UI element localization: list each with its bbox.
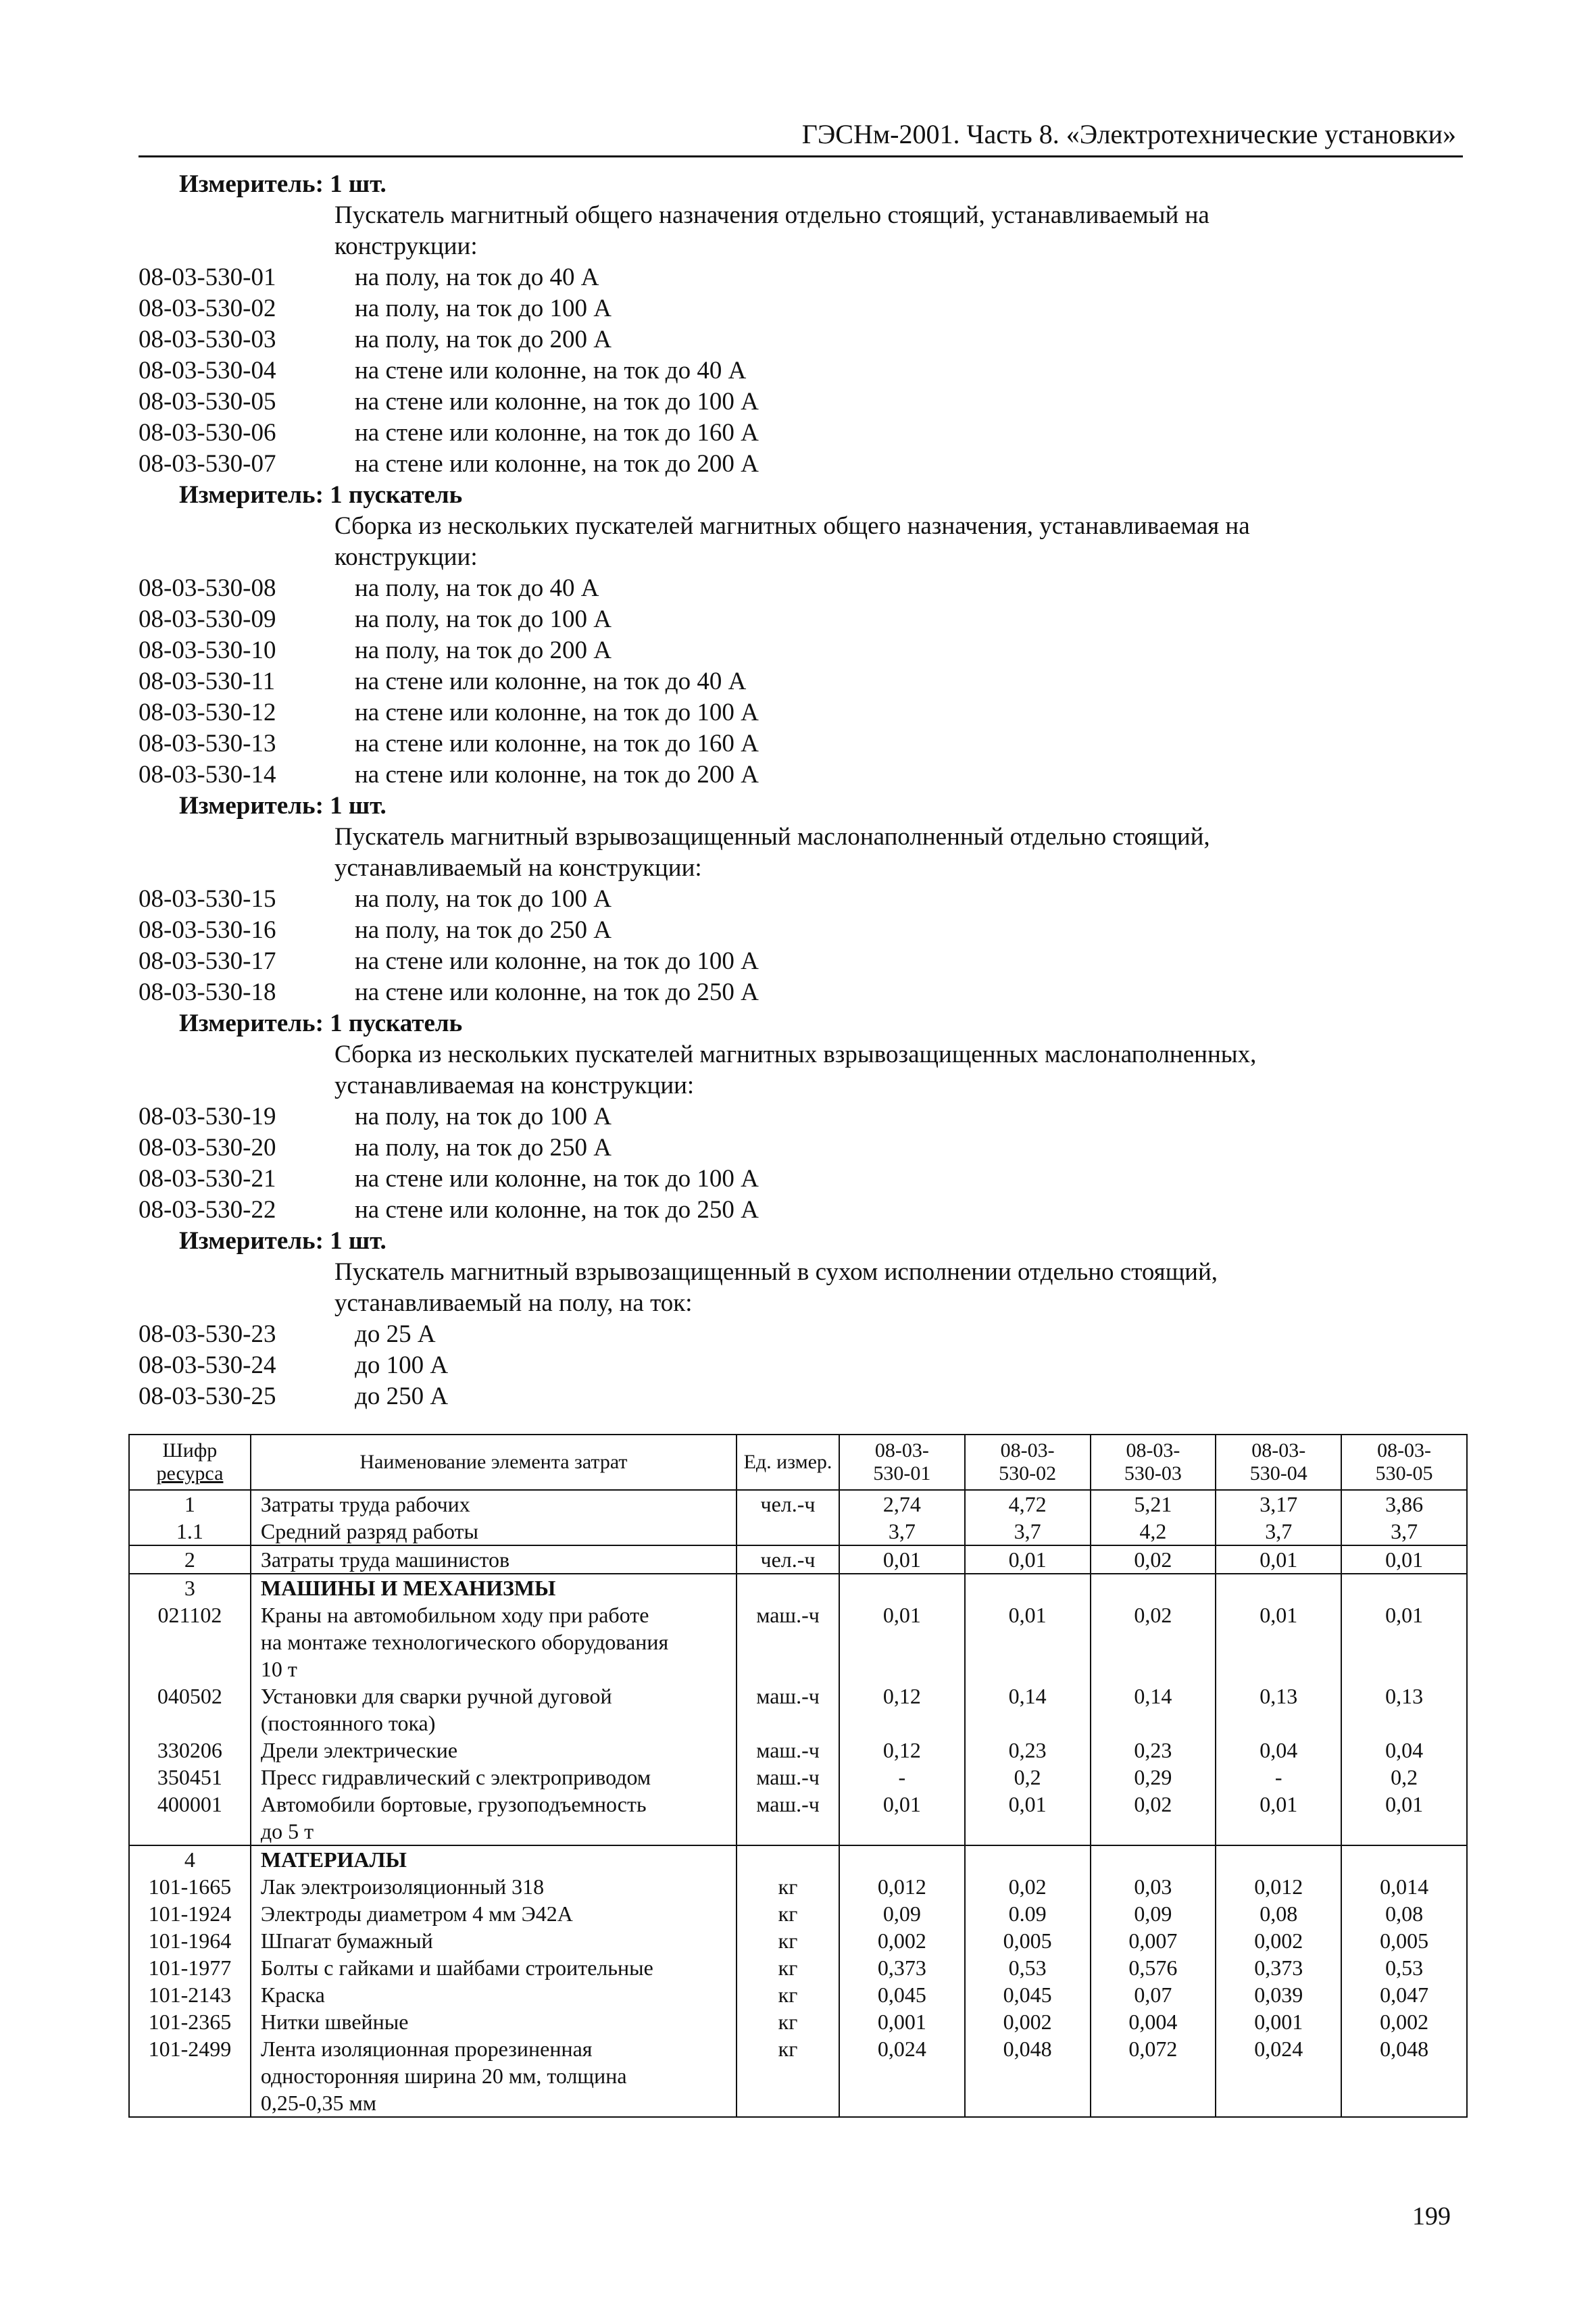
- spec-code: 08-03-530-19: [139, 1103, 276, 1130]
- resource-unit: маш.-ч: [737, 1764, 839, 1791]
- spec-text: до 250 А: [355, 1383, 449, 1410]
- resource-value: [839, 1574, 965, 1601]
- resource-unit: кг: [737, 2008, 839, 2035]
- resource-name-line: Пресс гидравлический с электроприводом: [260, 1765, 651, 1789]
- resource-value: 0,002: [965, 2008, 1091, 2035]
- resource-value: [1216, 1845, 1341, 1873]
- resource-code: 400001: [129, 1791, 251, 1845]
- resource-value: 2,74: [839, 1490, 965, 1518]
- resource-value: 0,048: [965, 2035, 1091, 2117]
- description-line: Сборка из нескольких пускателей магнитных взрывозащищенных маслонаполненных,: [334, 1041, 1257, 1068]
- spec-item: [139, 324, 1463, 355]
- resource-unit: маш.-ч: [737, 1737, 839, 1764]
- spec-code: 08-03-530-14: [139, 761, 276, 789]
- header-col-2-line1: 08-03-: [1000, 1439, 1055, 1462]
- resource-name: [251, 1927, 737, 1954]
- resource-name-line: на монтаже технологического оборудования: [260, 1630, 669, 1654]
- spec-code: 08-03-530-20: [139, 1134, 276, 1162]
- header-title: ГЭСНм-2001. Часть 8. «Электротехнические установки»: [801, 119, 1456, 149]
- header-col-1: [839, 1435, 965, 1490]
- resource-name-line: до 5 т: [260, 1819, 314, 1843]
- spec-code: 08-03-530-12: [139, 699, 276, 726]
- spec-item: [139, 604, 1463, 635]
- resource-code: 350451: [129, 1764, 251, 1791]
- spec-text: до 100 А: [355, 1351, 449, 1379]
- resource-value: 0,01: [1341, 1791, 1467, 1845]
- spec-text: на стене или колонне, на ток до 100 А: [355, 947, 759, 975]
- resource-name-line: Электроды диаметром 4 мм Э42А: [260, 1901, 573, 1926]
- header-unit: Ед. измер.: [737, 1435, 839, 1490]
- resource-unit: маш.-ч: [737, 1791, 839, 1845]
- spec-text: на полу, на ток до 250 А: [355, 1134, 612, 1162]
- resource-value: 0,005: [1341, 1927, 1467, 1954]
- spec-code: 08-03-530-17: [139, 947, 276, 975]
- table-row: [129, 1954, 1467, 1981]
- resource-name-line: односторонняя ширина 20 мм, толщина: [260, 2064, 627, 2088]
- resource-value: -: [839, 1764, 965, 1791]
- header-col-4: [1216, 1435, 1341, 1490]
- resource-value: [1216, 1574, 1341, 1601]
- resource-name: [251, 1981, 737, 2008]
- resource-unit: чел.-ч: [737, 1490, 839, 1518]
- resource-name-line: Средний разряд работы: [260, 1519, 479, 1543]
- resource-name: [251, 1791, 737, 1845]
- resource-value: 0,001: [839, 2008, 965, 2035]
- header-code: [129, 1435, 251, 1490]
- spec-item: [139, 977, 1463, 1008]
- resource-value: 0,01: [1216, 1601, 1341, 1683]
- resource-value: 0,024: [1216, 2035, 1341, 2117]
- spec-code: 08-03-530-06: [139, 419, 276, 447]
- meter-line: Измеритель: 1 шт.: [179, 170, 386, 198]
- resource-value: [1341, 1574, 1467, 1601]
- resource-value: 0,01: [1216, 1791, 1341, 1845]
- spec-text: на стене или колонне, на ток до 100 А: [355, 388, 759, 416]
- table-row: [129, 1791, 1467, 1845]
- spec-item: [139, 1319, 1463, 1350]
- spec-code: 08-03-530-07: [139, 450, 276, 478]
- resource-value: 0,002: [1341, 2008, 1467, 2035]
- resource-unit: маш.-ч: [737, 1601, 839, 1683]
- table-row: [129, 1490, 1467, 1518]
- resource-value: 0,024: [839, 2035, 965, 2117]
- spec-item: [139, 915, 1463, 946]
- resource-value: 0,004: [1091, 2008, 1216, 2035]
- resource-value: 0,01: [839, 1601, 965, 1683]
- resource-value: 0,01: [839, 1545, 965, 1574]
- resource-value: 0,02: [965, 1873, 1091, 1900]
- resource-unit: кг: [737, 1981, 839, 2008]
- spec-code: 08-03-530-15: [139, 885, 276, 913]
- spec-item: [139, 355, 1463, 387]
- description-line: устанавливаемая на конструкции:: [334, 1072, 695, 1099]
- resource-code: 330206: [129, 1737, 251, 1764]
- spec-text: на полу, на ток до 250 А: [355, 916, 612, 944]
- resource-value: 0,01: [965, 1601, 1091, 1683]
- spec-item: [139, 635, 1463, 666]
- meter-line: Измеритель: 1 пускатель: [179, 481, 463, 509]
- resource-value: 0,012: [1216, 1873, 1341, 1900]
- resource-value: [965, 1845, 1091, 1873]
- header-code-line2: ресурса: [156, 1462, 224, 1485]
- table-row: [129, 1574, 1467, 1601]
- spec-item: [139, 946, 1463, 977]
- resource-value: 0,373: [839, 1954, 965, 1981]
- spec-code: 08-03-530-23: [139, 1320, 276, 1348]
- spec-code: 08-03-530-03: [139, 326, 276, 353]
- resource-name-line: (постоянного тока): [260, 1711, 436, 1735]
- header-col-1-line2: 530-01: [873, 1462, 931, 1485]
- resource-name-line: МАШИНЫ И МЕХАНИЗМЫ: [260, 1576, 556, 1600]
- spec-item: [139, 728, 1463, 760]
- spec-text: на стене или колонне, на ток до 100 А: [355, 699, 759, 726]
- table-body: [129, 1490, 1467, 2117]
- header-code-line1: Шифр: [162, 1439, 218, 1462]
- resource-value: 0,04: [1341, 1737, 1467, 1764]
- resource-code: 101-1964: [129, 1927, 251, 1954]
- resource-value: 0,01: [1216, 1545, 1341, 1574]
- spec-text: на полу, на ток до 100 А: [355, 605, 612, 633]
- resource-value: 5,21: [1091, 1490, 1216, 1518]
- spec-text: на полу, на ток до 40 А: [355, 264, 599, 291]
- resource-value: 0,045: [839, 1981, 965, 2008]
- spec-item: [139, 387, 1463, 418]
- resource-code: 101-2365: [129, 2008, 251, 2035]
- header-name: Наименование элемента затрат: [251, 1435, 737, 1490]
- spec-code: 08-03-530-04: [139, 357, 276, 384]
- resource-value: 0,014: [1341, 1873, 1467, 1900]
- meter-line: Измеритель: 1 шт.: [179, 792, 386, 820]
- resource-value: 3,7: [1341, 1518, 1467, 1545]
- resource-value: [1341, 1845, 1467, 1873]
- header-col-5-line2: 530-05: [1375, 1462, 1433, 1485]
- resource-value: 0,2: [965, 1764, 1091, 1791]
- resource-name-line: Шпагат бумажный: [260, 1928, 433, 1953]
- resource-table: [128, 1434, 1468, 2118]
- resource-value: [839, 1845, 965, 1873]
- resource-value: 0,045: [965, 1981, 1091, 2008]
- resource-code: 101-2143: [129, 1981, 251, 2008]
- resource-code: 021102: [129, 1601, 251, 1683]
- resource-name: [251, 1845, 737, 1873]
- spec-code: 08-03-530-21: [139, 1165, 276, 1193]
- resource-value: 0,039: [1216, 1981, 1341, 2008]
- resource-name-line: Краска: [260, 1983, 325, 2007]
- resource-value: 0,005: [965, 1927, 1091, 1954]
- resource-code: 101-1924: [129, 1900, 251, 1927]
- resource-code: 2: [129, 1545, 251, 1574]
- resource-value: 0.09: [965, 1900, 1091, 1927]
- spec-text: на стене или колонне, на ток до 160 А: [355, 419, 759, 447]
- spec-text: до 25 А: [355, 1320, 436, 1348]
- resource-value: 0,01: [1341, 1545, 1467, 1574]
- resource-name: [251, 1900, 737, 1927]
- description-line: Пускатель магнитный взрывозащищенный маслонаполненный отдельно стоящий,: [334, 823, 1210, 851]
- spec-text: на стене или колонне, на ток до 250 А: [355, 978, 759, 1006]
- spec-code: 08-03-530-13: [139, 730, 276, 757]
- resource-name-line: Дрели электрические: [260, 1738, 458, 1762]
- resource-code: 1: [129, 1490, 251, 1518]
- description-line: конструкции:: [334, 232, 478, 260]
- resource-name: [251, 2035, 737, 2117]
- spec-item: [139, 262, 1463, 293]
- resource-code: 101-1665: [129, 1873, 251, 1900]
- spec-text: на полу, на ток до 100 А: [355, 295, 612, 322]
- resource-name-line: 10 т: [260, 1657, 297, 1681]
- spec-item: [139, 1350, 1463, 1381]
- resource-value: 0,04: [1216, 1737, 1341, 1764]
- resource-value: 0,09: [1091, 1900, 1216, 1927]
- header-col-5-line1: 08-03-: [1377, 1439, 1432, 1462]
- spec-code: 08-03-530-10: [139, 637, 276, 664]
- meter-line: Измеритель: 1 шт.: [179, 1227, 386, 1255]
- resource-value: 3,17: [1216, 1490, 1341, 1518]
- resource-value: 0,13: [1216, 1683, 1341, 1737]
- resource-name-line: Лак электроизоляционный 318: [260, 1874, 545, 1899]
- resource-value: 0,373: [1216, 1954, 1341, 1981]
- spec-text: на полу, на ток до 200 А: [355, 326, 612, 353]
- resource-value: 0,002: [1216, 1927, 1341, 1954]
- resource-name: [251, 1873, 737, 1900]
- resource-name: [251, 1737, 737, 1764]
- table-row: [129, 1927, 1467, 1954]
- header-col-4-line1: 08-03-: [1251, 1439, 1306, 1462]
- resource-value: 0,002: [839, 1927, 965, 1954]
- resource-code: 040502: [129, 1683, 251, 1737]
- resource-unit: кг: [737, 1954, 839, 1981]
- resource-value: 0,23: [965, 1737, 1091, 1764]
- spec-item: [139, 449, 1463, 480]
- resource-value: 0,14: [965, 1683, 1091, 1737]
- resource-value: 3,7: [1216, 1518, 1341, 1545]
- header-col-2: [965, 1435, 1091, 1490]
- spec-text: на стене или колонне, на ток до 100 А: [355, 1165, 759, 1193]
- meter-line: Измеритель: 1 пускатель: [179, 1010, 463, 1037]
- spec-item: [139, 666, 1463, 697]
- resource-value: 0,12: [839, 1683, 965, 1737]
- spec-item: [139, 573, 1463, 604]
- resource-value: 0,09: [839, 1900, 965, 1927]
- page-header: [139, 114, 1463, 157]
- resource-value: 0,001: [1216, 2008, 1341, 2035]
- resource-value: 0,12: [839, 1737, 965, 1764]
- resource-value: 0,23: [1091, 1737, 1216, 1764]
- resource-value: 0,072: [1091, 2035, 1216, 2117]
- resource-value: 0,047: [1341, 1981, 1467, 2008]
- spec-text: на полу, на ток до 100 А: [355, 885, 612, 913]
- description-line: устанавливаемый на полу, на ток:: [334, 1289, 693, 1317]
- resource-unit: [737, 1518, 839, 1545]
- description-line: Пускатель магнитный общего назначения отдельно стоящий, устанавливаемый на: [334, 201, 1210, 229]
- table-header-row: [129, 1435, 1467, 1490]
- table-row: [129, 2035, 1467, 2117]
- spec-item: [139, 760, 1463, 791]
- resource-name: [251, 1601, 737, 1683]
- description-line: устанавливаемый на конструкции:: [334, 854, 702, 882]
- spec-code: 08-03-530-22: [139, 1196, 276, 1224]
- spec-text: на стене или колонне, на ток до 40 А: [355, 668, 747, 695]
- spec-code: 08-03-530-18: [139, 978, 276, 1006]
- resource-name-line: Краны на автомобильном ходу при работе: [260, 1603, 649, 1627]
- resource-name: [251, 1545, 737, 1574]
- resource-name: [251, 1490, 737, 1518]
- resource-value: 0,13: [1341, 1683, 1467, 1737]
- description-line: конструкции:: [334, 543, 478, 571]
- table-row: [129, 1764, 1467, 1791]
- resource-value: 0,02: [1091, 1545, 1216, 1574]
- resource-value: 0,02: [1091, 1791, 1216, 1845]
- header-col-3: [1091, 1435, 1216, 1490]
- resource-name-line: Затраты труда рабочих: [260, 1492, 470, 1516]
- resource-name: [251, 1683, 737, 1737]
- table-row: [129, 1737, 1467, 1764]
- resource-name-line: Установки для сварки ручной дуговой: [260, 1684, 612, 1708]
- resource-unit: кг: [737, 1873, 839, 1900]
- spec-text: на стене или колонне, на ток до 200 А: [355, 761, 759, 789]
- resource-value: 0,29: [1091, 1764, 1216, 1791]
- table-row: [129, 2008, 1467, 2035]
- resource-name-line: Автомобили бортовые, грузоподъемность: [260, 1792, 647, 1816]
- spec-code: 08-03-530-01: [139, 264, 276, 291]
- header-col-5: [1341, 1435, 1467, 1490]
- resource-value: 0,01: [839, 1791, 965, 1845]
- spec-item: [139, 697, 1463, 728]
- resource-value: 0,08: [1216, 1900, 1341, 1927]
- table-row: [129, 1601, 1467, 1683]
- resource-value: 0,14: [1091, 1683, 1216, 1737]
- resource-name-line: Лента изоляционная прорезиненная: [260, 2037, 593, 2061]
- spec-item: [139, 1101, 1463, 1132]
- resource-unit: кг: [737, 1927, 839, 1954]
- spec-code: 08-03-530-08: [139, 574, 276, 602]
- resource-value: 0,02: [1091, 1601, 1216, 1683]
- resource-value: -: [1216, 1764, 1341, 1791]
- resource-value: 0,07: [1091, 1981, 1216, 2008]
- resource-unit: чел.-ч: [737, 1545, 839, 1574]
- resource-name: [251, 2008, 737, 2035]
- spec-text: на стене или колонне, на ток до 200 А: [355, 450, 759, 478]
- resource-unit: маш.-ч: [737, 1683, 839, 1737]
- resource-name: [251, 1574, 737, 1601]
- spec-code: 08-03-530-25: [139, 1383, 276, 1410]
- spec-item: [139, 884, 1463, 915]
- spec-item: [139, 1381, 1463, 1412]
- resource-unit: кг: [737, 1900, 839, 1927]
- resource-value: [965, 1574, 1091, 1601]
- resource-value: 0,01: [965, 1545, 1091, 1574]
- table-row: [129, 1518, 1467, 1545]
- resource-code: 4: [129, 1845, 251, 1873]
- resource-code: 3: [129, 1574, 251, 1601]
- spec-item: [139, 1132, 1463, 1164]
- spec-item: [139, 1195, 1463, 1226]
- header-col-3-line1: 08-03-: [1126, 1439, 1180, 1462]
- resource-value: 0,012: [839, 1873, 965, 1900]
- resource-name-line: Нитки швейные: [260, 2010, 409, 2034]
- resource-unit: кг: [737, 2035, 839, 2117]
- resource-value: 0,048: [1341, 2035, 1467, 2117]
- resource-value: 0,03: [1091, 1873, 1216, 1900]
- resource-name-line: Болты с гайками и шайбами строительные: [260, 1956, 653, 1980]
- spec-text: на стене или колонне, на ток до 250 А: [355, 1196, 759, 1224]
- table-row: [129, 1981, 1467, 2008]
- resource-value: [1091, 1845, 1216, 1873]
- spec-text: на стене или колонне, на ток до 160 А: [355, 730, 759, 757]
- spec-text: на полу, на ток до 100 А: [355, 1103, 612, 1130]
- spec-item: [139, 293, 1463, 324]
- resource-code: 1.1: [129, 1518, 251, 1545]
- spec-list: [139, 169, 1463, 1412]
- resource-unit: [737, 1845, 839, 1873]
- resource-value: 3,7: [965, 1518, 1091, 1545]
- spec-code: 08-03-530-16: [139, 916, 276, 944]
- resource-name: [251, 1518, 737, 1545]
- resource-name: [251, 1764, 737, 1791]
- resource-name-line: 0,25-0,35 мм: [260, 2091, 377, 2115]
- resource-value: 0,01: [965, 1791, 1091, 1845]
- spec-text: на полу, на ток до 200 А: [355, 637, 612, 664]
- table-row: [129, 1845, 1467, 1873]
- spec-code: 08-03-530-09: [139, 605, 276, 633]
- resource-name: [251, 1954, 737, 1981]
- spec-item: [139, 1164, 1463, 1195]
- spec-code: 08-03-530-24: [139, 1351, 276, 1379]
- resource-value: 0,08: [1341, 1900, 1467, 1927]
- header-col-3-line2: 530-03: [1124, 1462, 1182, 1485]
- spec-code: 08-03-530-02: [139, 295, 276, 322]
- table-row: [129, 1683, 1467, 1737]
- resource-value: 3,86: [1341, 1490, 1467, 1518]
- spec-item: [139, 418, 1463, 449]
- spec-text: на полу, на ток до 40 А: [355, 574, 599, 602]
- table-row: [129, 1873, 1467, 1900]
- spec-code: 08-03-530-05: [139, 388, 276, 416]
- table-row: [129, 1900, 1467, 1927]
- resource-code: 101-1977: [129, 1954, 251, 1981]
- resource-value: 4,72: [965, 1490, 1091, 1518]
- header-col-1-line1: 08-03-: [874, 1439, 929, 1462]
- description-line: Пускатель магнитный взрывозащищенный в сухом исполнении отдельно стоящий,: [334, 1258, 1218, 1286]
- page-number: 199: [1412, 2202, 1451, 2231]
- header-col-4-line2: 530-04: [1249, 1462, 1307, 1485]
- resource-value: 0,53: [965, 1954, 1091, 1981]
- resource-value: 0,007: [1091, 1927, 1216, 1954]
- spec-text: на стене или колонне, на ток до 40 А: [355, 357, 747, 384]
- header-col-2-line2: 530-02: [999, 1462, 1057, 1485]
- resource-code: 101-2499: [129, 2035, 251, 2117]
- resource-value: 0,53: [1341, 1954, 1467, 1981]
- resource-value: [1091, 1574, 1216, 1601]
- resource-unit: [737, 1574, 839, 1601]
- resource-value: 0,01: [1341, 1601, 1467, 1683]
- description-line: Сборка из нескольких пускателей магнитных общего назначения, устанавливаемая на: [334, 512, 1250, 540]
- resource-name-line: Затраты труда машинистов: [260, 1547, 510, 1572]
- resource-value: 0,576: [1091, 1954, 1216, 1981]
- resource-value: 0,2: [1341, 1764, 1467, 1791]
- resource-value: 3,7: [839, 1518, 965, 1545]
- resource-name-line: МАТЕРИАЛЫ: [260, 1847, 407, 1872]
- spec-code: 08-03-530-11: [139, 668, 276, 695]
- table-row: [129, 1545, 1467, 1574]
- resource-value: 4,2: [1091, 1518, 1216, 1545]
